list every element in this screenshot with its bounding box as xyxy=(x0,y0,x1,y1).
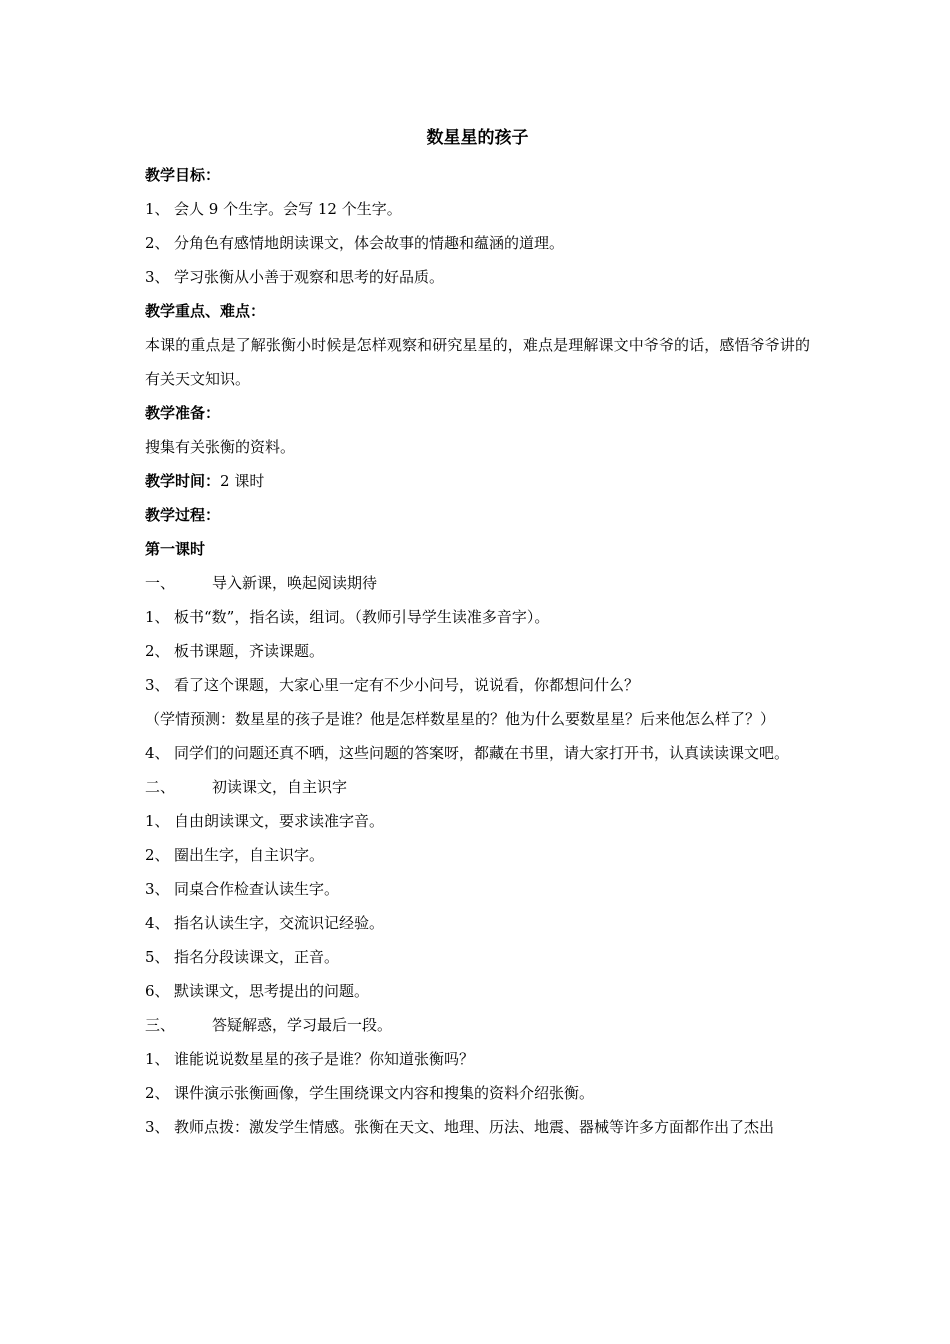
document-title: 数星星的孩子 xyxy=(426,128,529,148)
objective-number: 3、 xyxy=(145,268,170,286)
key-points-heading: 教学重点、难点： xyxy=(145,302,266,320)
section-number: 一、 xyxy=(145,574,176,592)
item-text: 看了这个课题，大家心里一定有不少小问号，说说看，你都想问什么？ xyxy=(174,676,640,694)
preparation-heading: 教学准备： xyxy=(145,404,221,422)
item-number: 3、 xyxy=(145,880,170,898)
item-number: 5、 xyxy=(145,948,170,966)
list-item xyxy=(145,974,810,1008)
time-heading: 教学时间： xyxy=(145,472,221,490)
list-item xyxy=(145,1110,810,1144)
section-number: 三、 xyxy=(145,1016,176,1034)
item-number: 6、 xyxy=(145,982,170,1000)
section-heading xyxy=(145,566,810,600)
teaching-time xyxy=(145,464,810,498)
document-body xyxy=(145,124,810,1144)
item-number: 4、 xyxy=(145,744,170,762)
section-heading xyxy=(145,1008,810,1042)
objective-text: 分角色有感情地朗读课文，体会故事的情趣和蕴涵的道理。 xyxy=(174,234,565,252)
objective-item xyxy=(145,260,810,294)
list-item xyxy=(145,838,810,872)
item-text: 谁能说说数星星的孩子是谁？你知道张衡吗？ xyxy=(174,1050,475,1068)
key-points-text: 本课的重点是了解张衡小时候是怎样观察和研究星星的，难点是理解课文中爷爷的话，感悟爷爷讲的有关天文知识。 xyxy=(145,336,810,388)
section-number: 二、 xyxy=(145,778,176,796)
item-number: 2、 xyxy=(145,1084,170,1102)
list-item xyxy=(145,600,810,634)
item-number: 3、 xyxy=(145,1118,170,1136)
list-item xyxy=(145,804,810,838)
preparation-text: 搜集有关张衡的资料。 xyxy=(145,438,296,456)
item-number: 4、 xyxy=(145,914,170,932)
item-text: 同桌合作检查认读生字。 xyxy=(174,880,340,898)
objective-item xyxy=(145,192,810,226)
list-item xyxy=(145,736,810,770)
section-title: 初读课文，自主识字 xyxy=(212,778,348,796)
objectives-heading: 教学目标： xyxy=(145,166,221,184)
item-text: 板书“数”，指名读，组词。（教师引导学生读准多音字）。 xyxy=(174,608,550,626)
prediction-note: （学情预测：数星星的孩子是谁？他是怎样数星星的？他为什么要数星星？后来他怎么样了？） xyxy=(145,710,776,728)
item-number: 1、 xyxy=(145,608,170,626)
item-text: 指名认读生字，交流识记经验。 xyxy=(174,914,385,932)
section-heading xyxy=(145,770,810,804)
item-text: 课件演示张衡画像，学生围绕课文内容和搜集的资料介绍张衡。 xyxy=(174,1084,595,1102)
objective-number: 1、 xyxy=(145,200,170,218)
list-item xyxy=(145,906,810,940)
section-title: 导入新课，唤起阅读期待 xyxy=(212,574,378,592)
item-number: 3、 xyxy=(145,676,170,694)
item-number: 2、 xyxy=(145,642,170,660)
time-value: 2 课时 xyxy=(220,472,265,490)
item-text: 圈出生字，自主识字。 xyxy=(174,846,325,864)
item-number: 1、 xyxy=(145,1050,170,1068)
item-text: 板书课题，齐读课题。 xyxy=(174,642,325,660)
item-text: 指名分段读课文，正音。 xyxy=(174,948,340,966)
objective-text: 会人 9 个生字。会写 12 个生字。 xyxy=(174,200,402,218)
list-item xyxy=(145,1042,810,1076)
section-title: 答疑解惑，学习最后一段。 xyxy=(212,1016,393,1034)
item-text: 同学们的问题还真不晒，这些问题的答案呀，都藏在书里，请大家打开书，认真读读课文吧。 xyxy=(174,744,790,762)
item-number: 1、 xyxy=(145,812,170,830)
item-text: 自由朗读课文，要求读准字音。 xyxy=(174,812,385,830)
list-item xyxy=(145,940,810,974)
objective-text: 学习张衡从小善于观察和思考的好品质。 xyxy=(174,268,445,286)
lesson-label: 第一课时 xyxy=(145,540,206,558)
item-text: 默读课文，思考提出的问题。 xyxy=(174,982,370,1000)
process-heading: 教学过程： xyxy=(145,506,221,524)
list-item xyxy=(145,668,810,702)
objective-number: 2、 xyxy=(145,234,170,252)
objective-item xyxy=(145,226,810,260)
list-item xyxy=(145,1076,810,1110)
item-number: 2、 xyxy=(145,846,170,864)
list-item xyxy=(145,872,810,906)
item-text: 教师点拨：激发学生情感。张衡在天文、地理、历法、地震、器械等许多方面都作出了杰出 xyxy=(174,1118,775,1136)
list-item xyxy=(145,634,810,668)
